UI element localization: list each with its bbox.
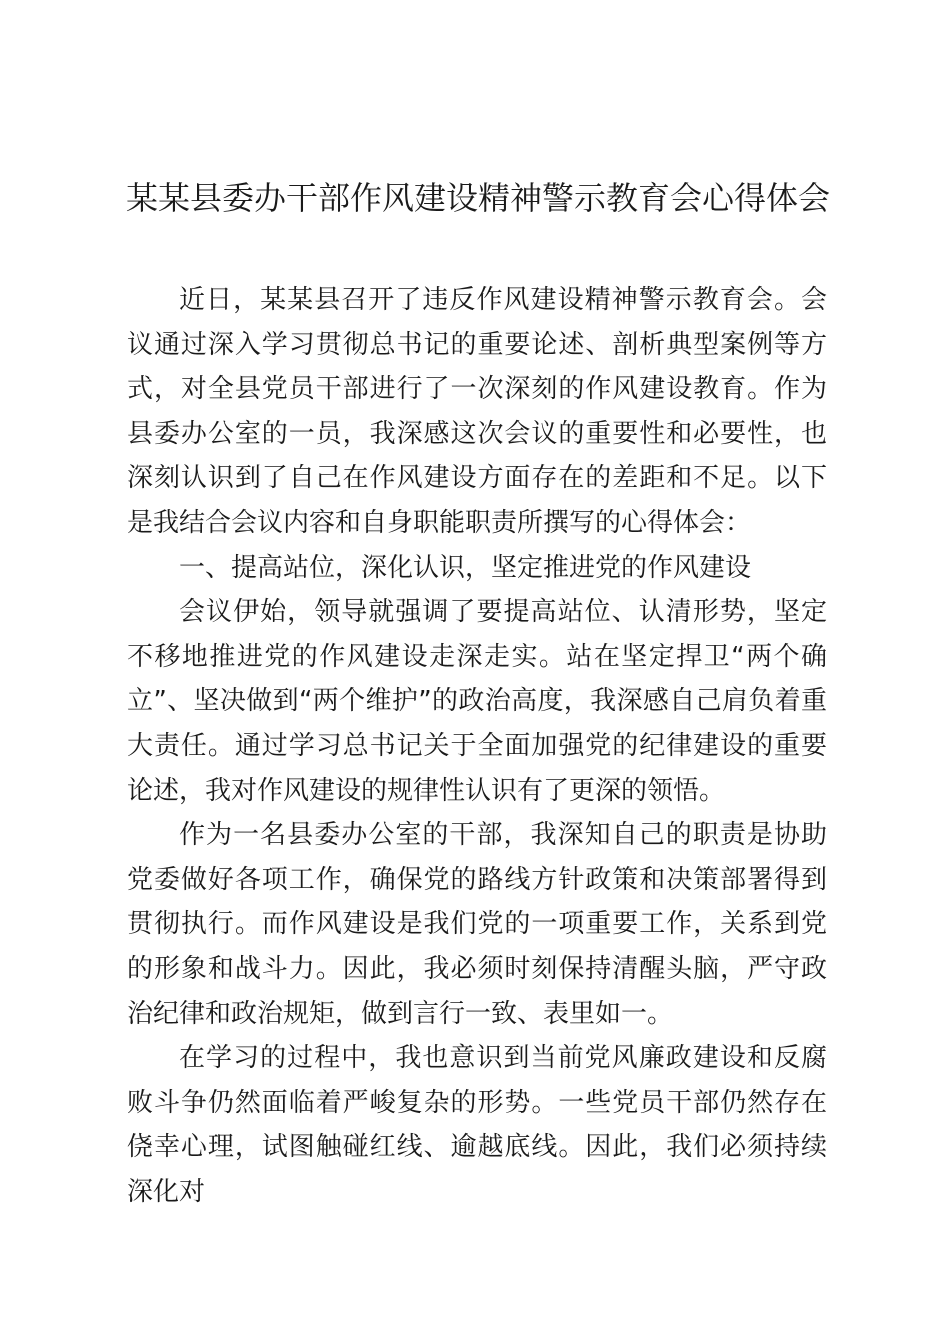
- paragraph-section1-1: 会议伊始，领导就强调了要提高站位、认清形势，坚定不移地推进党的作风建设走深走实。站在坚定捍卫“两个确立”、坚决做到“两个维护”的政治高度，我深感自己肩负着重大责任。通过学习总书记关于全面加强党的纪律建设的重要论述，我对作风建设的规律性认识有了更深的领悟。: [127, 597, 827, 806]
- paragraph-section1-3: 在学习的过程中，我也意识到当前党风廉政建设和反腐败斗争仍然面临着严峻复杂的形势。一些党员干部仍然存在侥幸心理，试图触碰红线、逾越底线。因此，我们必须持续深化对: [127, 1043, 827, 1207]
- paragraph-intro: 近日，某某县召开了违反作风建设精神警示教育会。会议通过深入学习贯彻总书记的重要论述、剖析典型案例等方式，对全县党员干部进行了一次深刻的作风建设教育。作为县委办公室的一员，我深感这次会议的重要性和必要性，也深刻认识到了自己在作风建设方面存在的差距和不足。以下是我结合会议内容和自身职能职责所撰写的心得体会：: [127, 285, 827, 538]
- document-body: [127, 278, 827, 1214]
- paragraph-section1-2: 作为一名县委办公室的干部，我深知自己的职责是协助党委做好各项工作，确保党的路线方针政策和决策部署得到贯彻执行。而作风建设是我们党的一项重要工作，关系到党的形象和战斗力。因此，我必须时刻保持清醒头脑，严守政治纪律和政治规矩，做到言行一致、表里如一。: [127, 820, 827, 1029]
- document-title: 某某县委办干部作风建设精神警示教育会心得体会: [125, 179, 830, 217]
- section-heading-1: 一、提高站位，深化认识，坚定推进党的作风建设: [179, 552, 752, 583]
